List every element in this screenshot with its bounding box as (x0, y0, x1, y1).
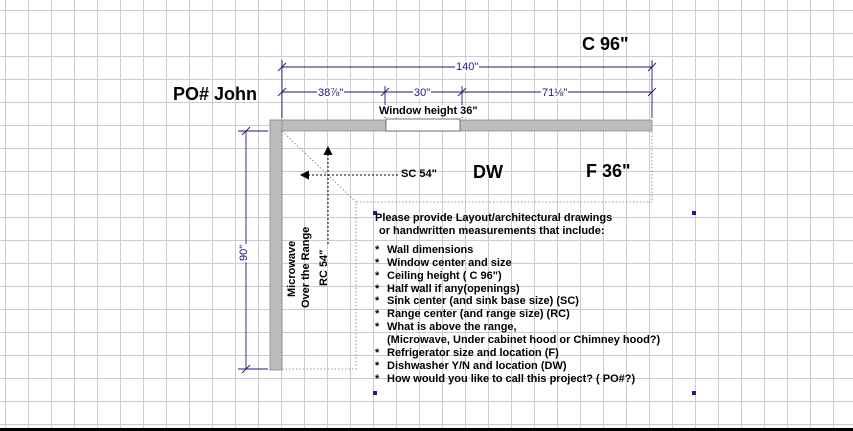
range-center-label: RC 54" (318, 249, 330, 286)
list-item: * Ceiling height ( C 96") (375, 269, 502, 282)
window-height-label: Window height 36" (379, 105, 478, 117)
list-item: * Range center (and range size) (RC) (375, 308, 570, 321)
over-the-range-label: Over the Range (300, 226, 312, 308)
sink-center-arrow (301, 171, 400, 179)
list-item: * Dishwasher Y/N and location (DW) (375, 359, 567, 372)
wall-height-dimension: 90" (238, 244, 250, 261)
dishwasher-label: DW (473, 162, 503, 182)
left-wall (270, 120, 282, 370)
list-item: * Sink center (and sink base size) (SC) (375, 295, 579, 308)
ceiling-height-label: C 96" (582, 34, 629, 54)
window-opening (386, 119, 460, 131)
list-item: * Wall dimensions (375, 243, 474, 256)
po-label: PO# John (173, 84, 258, 104)
list-item: * What is above the range, (375, 321, 517, 334)
total-width-dimension: 140" (456, 61, 479, 73)
list-item: (Microwave, Under cabinet hood or Chimney hood?) (387, 334, 661, 347)
instructions-list (375, 244, 705, 386)
microwave-label: Microwave (286, 240, 298, 297)
sink-center-label: SC 54" (401, 168, 437, 180)
list-item: * How would you like to call this project? ( PO#?) (375, 372, 636, 385)
instructions-intro-line2: or handwritten measurements that include: (379, 224, 605, 237)
list-item: * Half wall if any(openings) (375, 282, 520, 295)
instructions-note[interactable] (375, 212, 705, 386)
left-section-dimension: 38⅞" (318, 87, 344, 99)
right-section-dimension: 71⅛" (542, 87, 568, 99)
range-center-arrow (324, 147, 332, 246)
instructions-intro-line1: Please provide Layout/architectural drawings (375, 212, 613, 224)
list-item: * Window center and size (375, 256, 512, 269)
list-item: * Refrigerator size and location (F) (375, 347, 559, 360)
middle-section-dimension: 30" (414, 87, 431, 99)
refrigerator-label: F 36" (586, 161, 631, 181)
top-wall (270, 120, 652, 131)
